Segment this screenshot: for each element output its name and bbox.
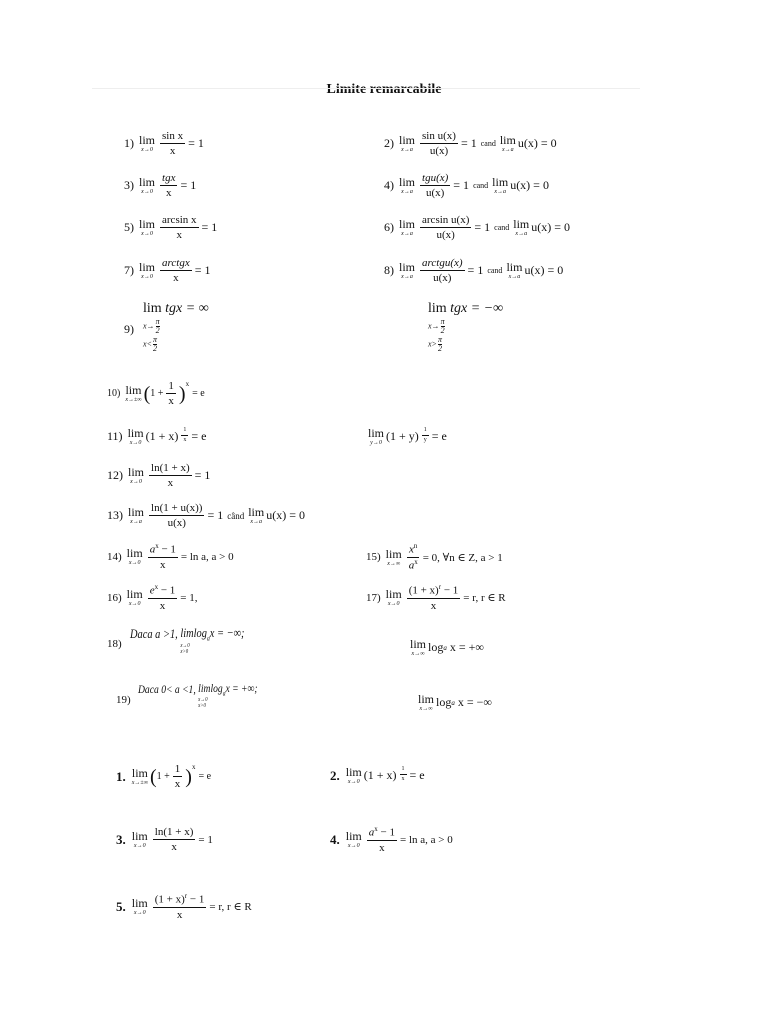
fraction: $\frac{\text{sin x}}{x}$ xyxy=(162,130,184,158)
limit-operator: lim x→a xyxy=(248,505,265,526)
formula-10: 10) lim x→±∞ ( 1 + $\frac{1}{x}$ ) $^x$ = e xyxy=(107,380,205,408)
formula-rhs: = 0, ∀n ∈ Z, a > 1 xyxy=(422,551,503,564)
formula-expr: tgx = ∞ xyxy=(165,301,209,316)
page-title: Limite remarcabile xyxy=(326,82,442,97)
formula-19 xyxy=(138,682,258,709)
formula-number: 16) xyxy=(107,591,122,604)
formula-rhs: = 1 xyxy=(201,220,218,235)
formula-16 xyxy=(107,584,198,612)
formula-number: 3. xyxy=(116,831,126,847)
formula-4 xyxy=(384,172,549,199)
summary-formula-3 xyxy=(116,826,213,853)
summary-formula-5 xyxy=(116,893,252,921)
limit-operator: lim x→0 xyxy=(385,587,402,608)
limit-word: lim xyxy=(143,301,162,316)
formula-base: (1 + x) xyxy=(145,429,179,443)
formula-2 xyxy=(384,130,557,157)
formula-number: 17) xyxy=(366,591,381,604)
fraction: $\frac{\ln(1 + x)}{x}$ xyxy=(154,826,194,854)
limit-operator: lim x→0 xyxy=(139,260,156,281)
fraction: $\frac{a^x - 1}{x}$ xyxy=(368,825,395,854)
limit-operator: lim x→a xyxy=(399,175,416,196)
formula-number: 12) xyxy=(107,468,123,483)
limit-operator: limlog$_a$x = −∞; x→0 x>0 xyxy=(180,625,245,655)
condition-word: cand xyxy=(480,139,496,149)
formula-14 xyxy=(107,543,234,571)
fraction: $\frac{a^x - 1}{x}$ xyxy=(149,542,176,571)
formula-18 xyxy=(130,626,245,655)
condition-expr: u(x) = 0 xyxy=(531,220,571,235)
condition-word: cand xyxy=(473,181,489,191)
formula-rhs: = 1 xyxy=(467,263,484,278)
formula-number: 10) xyxy=(107,388,121,400)
formula-base: (1 + x) xyxy=(363,768,397,782)
formula-15 xyxy=(366,543,503,572)
formula-number: 3) xyxy=(124,178,134,193)
limit-operator: lim x→0 xyxy=(139,217,156,238)
formula-number: 11) xyxy=(107,429,123,443)
exponent: x xyxy=(185,380,190,388)
formula-rhs: = e xyxy=(409,768,425,782)
formula-12 xyxy=(107,462,210,489)
limit-operator: lim x→∞ xyxy=(410,637,427,657)
fraction: $\frac{\text{arcsin u(x)}}{u(x)}$ xyxy=(422,214,470,242)
formula-17 xyxy=(366,584,506,612)
formula-number: 4. xyxy=(330,831,340,847)
fraction: $\frac{\text{arcsin x}}{x}$ xyxy=(162,214,197,242)
formula-rhs: = 1 xyxy=(460,136,477,151)
limit-operator: lim x→0 xyxy=(127,426,144,446)
formula-rhs: x = +∞ xyxy=(449,640,484,654)
formula-rhs: x = −∞ xyxy=(457,695,492,709)
fraction: $\frac{\text{tgx}}{x}$ xyxy=(162,172,176,200)
formula-5 xyxy=(124,214,217,241)
formula-base: (1 + y) xyxy=(386,429,419,443)
formula-8 xyxy=(384,257,563,284)
formula-13 xyxy=(107,502,305,529)
limit-operator: lim x→0 xyxy=(128,465,145,486)
summary-formula-1: 1. lim x→±∞ ( 1 + $\frac{1}{x}$ ) $^x$ = e xyxy=(116,763,212,791)
fraction: $\frac{\text{tgu(x)}}{u(x)}$ xyxy=(422,172,449,200)
formula-9-number: 9) xyxy=(124,322,134,336)
exponent-fraction: $\frac{1}{x}$ xyxy=(183,427,187,443)
fraction: $\frac{\text{sin u(x)}}{u(x)}$ xyxy=(422,130,456,158)
condition-expr: 0< a <1, xyxy=(161,682,196,696)
formula-number: 4) xyxy=(384,178,394,193)
limit-operator: lim x→∞ xyxy=(418,692,435,712)
formula-rhs: = 1 xyxy=(207,508,224,523)
formula-rhs: = 1 xyxy=(474,220,491,235)
formula-18-number: 18) xyxy=(107,638,122,650)
limit-operator: lim x→a xyxy=(399,260,416,281)
exponent-fraction: $\frac{1}{y}$ xyxy=(423,427,427,443)
formula-6 xyxy=(384,214,570,241)
formula-number: 6) xyxy=(384,220,394,235)
limit-operator: lim x→0 xyxy=(139,175,156,196)
limit-operator: limlog$_a$x = +∞; x→0 x>0 xyxy=(198,681,258,710)
condition-word: cand xyxy=(487,266,503,276)
header-rule xyxy=(92,88,640,89)
formula-rhs: = 1 xyxy=(180,178,197,193)
formula-18-right: lim x→∞ log a x = +∞ xyxy=(410,637,484,657)
log-word: log xyxy=(428,640,444,654)
condition-word: Daca xyxy=(138,682,159,696)
limit-operator: lim x→a xyxy=(399,133,416,154)
formula-number: 13) xyxy=(107,508,123,523)
limit-operator: lim x→a xyxy=(492,175,509,196)
formula-7 xyxy=(124,257,211,284)
formula-3 xyxy=(124,172,196,199)
limit-operator: lim x→±∞ xyxy=(131,766,148,787)
formula-number: 1. xyxy=(116,768,126,784)
formula-number: 8) xyxy=(384,263,394,278)
summary-formula-2 xyxy=(330,766,425,785)
formula-number: 15) xyxy=(366,551,381,564)
formula-rhs: = e xyxy=(431,429,447,443)
limit-operator: lim x→0 xyxy=(131,896,148,917)
formula-number: 5. xyxy=(116,898,126,914)
formula-number: 7) xyxy=(124,263,134,278)
fraction: $\frac{(1 + x)^r - 1}{x}$ xyxy=(408,583,459,612)
fraction: $\frac{x^n}{a^x}$ xyxy=(408,542,418,572)
limit-operator: lim x→0 xyxy=(139,133,156,154)
formula-rhs: = e xyxy=(191,429,207,443)
formula-9-right xyxy=(428,301,503,317)
formula-number: 14) xyxy=(107,550,122,563)
formula-19-right: lim x→∞ log a x = −∞ xyxy=(418,692,492,712)
formula-rhs: = r, r ∈ R xyxy=(463,592,506,605)
condition-expr: u(x) = 0 xyxy=(524,263,564,278)
fraction: $\frac{e^x - 1}{x}$ xyxy=(149,583,176,612)
limit-operator: lim x→a xyxy=(399,217,416,238)
condition-expr: u(x) = 0 xyxy=(517,136,557,151)
limit-operator: lim x→0 xyxy=(345,765,362,785)
fraction: $\frac{\text{arctgx}}{x}$ xyxy=(162,257,190,285)
formula-11-variant xyxy=(368,427,447,446)
formula-rhs: = ln a, a > 0 xyxy=(399,833,453,846)
formula-9-left xyxy=(143,301,209,317)
limit-operator: lim x→±∞ xyxy=(125,383,142,404)
condition-expr: a >1, xyxy=(155,626,178,641)
formula-rhs: = 1 xyxy=(453,178,470,193)
limit-operator: lim x→0 xyxy=(126,587,143,608)
log-word: log xyxy=(436,695,452,709)
limit-operator: lim x→a xyxy=(506,260,523,281)
condition-word: cand xyxy=(494,223,510,233)
summary-formula-4 xyxy=(330,826,453,854)
formula-inner: 1 + xyxy=(156,771,170,783)
formula-9-right-condition: x→ $\frac{\pi}{2}$ x> $\frac{\pi}{2}$ xyxy=(428,317,445,354)
fraction: $\frac{\text{arctgu(x)}}{u(x)}$ xyxy=(422,257,463,285)
limit-operator: lim x→0 xyxy=(126,546,143,567)
formula-rhs: = 1 xyxy=(194,468,211,483)
formula-number: 2) xyxy=(384,136,394,151)
formula-rhs: = 1 xyxy=(198,833,213,846)
exponent: x xyxy=(191,763,196,771)
formula-rhs: = r, r ∈ R xyxy=(209,901,252,914)
condition-expr: u(x) = 0 xyxy=(510,178,549,193)
limit-operator: lim y→0 xyxy=(368,426,385,446)
formula-expr: tgx = −∞ xyxy=(450,301,504,316)
limit-operator: lim x→∞ xyxy=(385,546,402,567)
fraction: $\frac{1}{x}$ xyxy=(168,380,174,408)
fraction: $\frac{\ln(1 + u(x))}{u(x)}$ xyxy=(151,502,203,530)
formula-inner: 1 + xyxy=(150,388,164,400)
limit-operator: lim x→a xyxy=(499,133,516,154)
condition-word: Daca xyxy=(130,626,153,641)
fraction: $\frac{(1 + x)^r - 1}{x}$ xyxy=(154,892,205,921)
formula-1 xyxy=(124,130,204,157)
formula-rhs: = 1 xyxy=(194,263,211,278)
formula-rhs: = e xyxy=(198,771,212,783)
limit-operator: lim x→0 xyxy=(131,829,148,850)
condition-word: când xyxy=(227,510,245,521)
formula-number: 1) xyxy=(124,136,134,151)
formula-rhs: = 1, xyxy=(180,591,198,604)
formula-number: 2. xyxy=(330,767,340,783)
formula-11 xyxy=(107,427,206,446)
limit-word: lim xyxy=(428,301,447,316)
formula-rhs: = ln a, a > 0 xyxy=(180,550,234,563)
condition-expr: u(x) = 0 xyxy=(266,508,305,523)
formula-9-left-condition: x→ $\frac{\pi}{2}$ x< $\frac{\pi}{2}$ xyxy=(143,317,160,354)
fraction: $\frac{\ln(1 + x)}{x}$ xyxy=(151,462,190,490)
limit-operator: lim x→0 xyxy=(345,829,362,850)
fraction: $\frac{1}{x}$ xyxy=(174,763,181,791)
formula-rhs: = e xyxy=(192,388,205,400)
exponent-fraction: $\frac{1}{x}$ xyxy=(401,766,405,782)
formula-number: 5) xyxy=(124,220,134,235)
limit-operator: lim x→a xyxy=(513,217,530,238)
formula-19-number: 19) xyxy=(116,694,131,706)
formula-rhs: = 1 xyxy=(188,136,204,151)
limit-operator: lim x→a xyxy=(128,505,145,526)
